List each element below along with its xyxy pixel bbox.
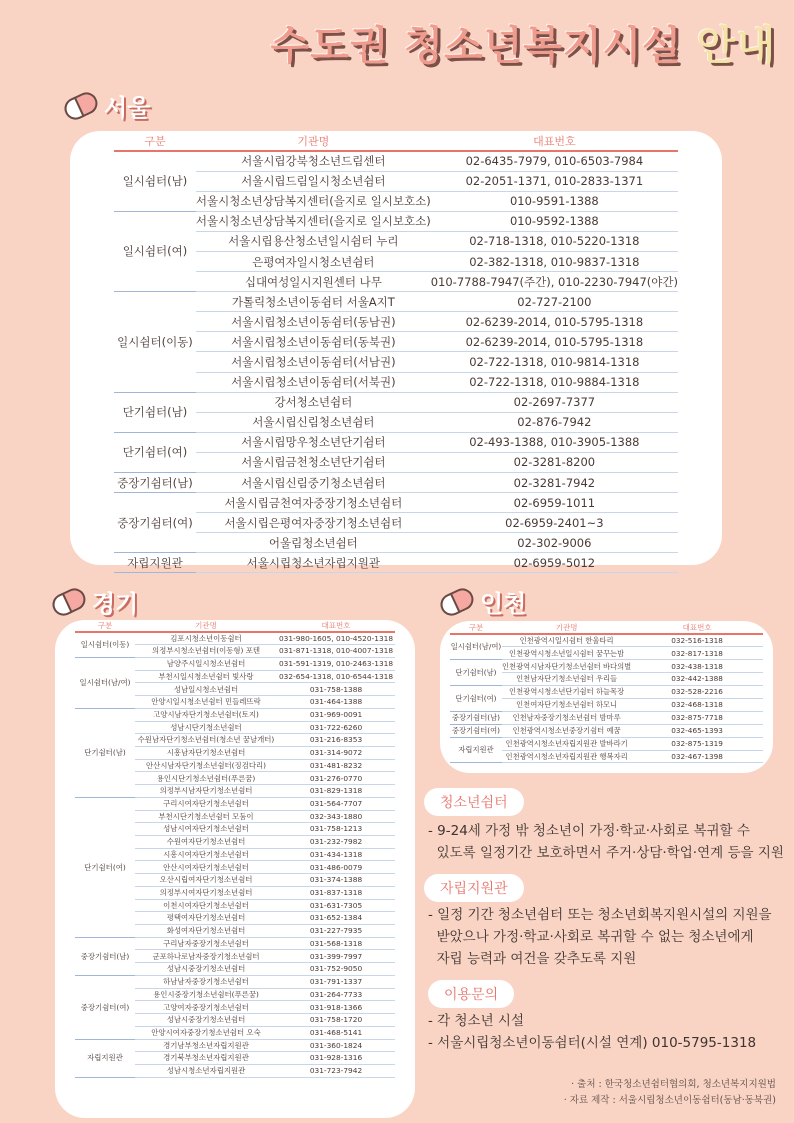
phone-cell: 031-464-1388 (277, 696, 395, 709)
facility-name-cell: 인천광역시청소년중장기쉼터 예꿈 (502, 724, 631, 737)
phone-cell: 02-727-2100 (431, 292, 678, 312)
phone-cell: 032-343-1880 (277, 810, 395, 823)
facility-name-cell: 인천여자단기청소년쉼터 하모니 (502, 698, 631, 711)
facility-name-cell: 구리남자중장기청소년쉼터 (135, 937, 277, 950)
table-row (75, 937, 395, 950)
facility-name-cell: 군포하나로남자중장기청소년쉼터 (135, 950, 277, 963)
independence-line: - 일정 기간 청소년쉼터 또는 청소년회복지원시설의 지원을 (428, 907, 772, 923)
facility-name-cell: 구리시여자단기청소년쉼터 (135, 797, 277, 810)
inquiry-line: - 각 청소년 시설 (428, 1013, 524, 1029)
phone-cell: 010-7788-7947(주간), 010-2230-7947(야간) (431, 272, 678, 292)
shelter-line: 있도록 일정기간 보호하면서 주거·상담·학업·연계 등을 지원 (428, 845, 784, 861)
facility-name-cell: 은평여자일시청소년쉼터 (196, 251, 431, 271)
phone-cell: 031-918-1366 (277, 1001, 395, 1014)
facility-name-cell: 오산시립여자단기청소년쉼터 (135, 874, 277, 887)
phone-cell: 032-654-1318, 010-6544-1318 (277, 670, 395, 683)
facility-name-cell: 서울시립망우청소년단기쉼터 (196, 432, 431, 452)
source-line: · 출처 : 한국청소년쉼터협의회, 청소년복지지원법 (571, 1079, 776, 1090)
facility-name-cell: 이천시여자단기청소년쉼터 (135, 899, 277, 912)
table-row (114, 412, 678, 432)
facility-name-cell: 성남시청소년자립지원관 (135, 1064, 277, 1077)
facility-name-cell: 부천시일시청소년쉼터 빛사랑 (135, 670, 277, 683)
phone-cell: 02-6435-7979, 010-6503-7984 (431, 151, 678, 171)
table-row (114, 251, 678, 271)
facility-name-cell: 부천시단기청소년쉼터 모둠이 (135, 810, 277, 823)
facility-name-cell: 수원남자단기청소년쉼터(청소년 꿈날개터) (135, 734, 277, 747)
facility-name-cell: 남양주시일시청소년쉼터 (135, 657, 277, 670)
seoul-table (114, 131, 678, 573)
facility-name-cell: 하남남자중장기청소년쉼터 (135, 975, 277, 988)
phone-cell: 02-876-7942 (431, 412, 678, 432)
table-row (75, 632, 395, 645)
phone-cell: 02-3281-8200 (431, 452, 678, 472)
facility-name-cell: 서울시립용산청소년일시쉼터 누리 (196, 231, 431, 251)
seoul-heading (64, 88, 150, 123)
facility-name-cell: 성남시중장기청소년쉼터 (135, 1014, 277, 1027)
facility-name-cell: 인천남자중장기청소년쉼터 밤마루 (502, 711, 631, 724)
column-header: 대표번호 (277, 620, 395, 632)
facility-name-cell: 시흥남자단기청소년쉼터 (135, 746, 277, 759)
category-cell: 일시쉼터(남/여) (450, 634, 502, 660)
facility-name-cell: 서울시립금천청소년단기쉼터 (196, 452, 431, 472)
phone-cell: 02-382-1318, 010-9837-1318 (431, 251, 678, 271)
phone-cell: 031-314-9072 (277, 746, 395, 759)
inquiry-desc (428, 1010, 756, 1054)
facility-name-cell: 서울시립청소년이동쉼터(서남권) (196, 352, 431, 372)
category-cell: 단기쉼터(여) (114, 432, 196, 472)
table-row (114, 312, 678, 332)
eraser-icon (49, 584, 89, 618)
facility-name-cell: 서울시립은평여자중장기청소년쉼터 (196, 513, 431, 533)
facility-name-cell: 서울시립신림중기청소년쉼터 (196, 473, 431, 493)
seoul-card (70, 131, 722, 570)
table-row (114, 191, 678, 211)
phone-cell: 032-528-2216 (631, 686, 763, 699)
table-row (75, 708, 395, 721)
facility-name-cell: 서울시립신림청소년쉼터 (196, 412, 431, 432)
column-header: 대표번호 (631, 621, 763, 634)
independence-pill: 자립지원관 (424, 874, 524, 902)
phone-cell: 031-652-1384 (277, 912, 395, 925)
category-cell: 일시쉼터(남/여) (75, 657, 135, 708)
phone-cell: 031-791-1337 (277, 975, 395, 988)
table-row (450, 711, 763, 724)
phone-cell: 031-758-1720 (277, 1014, 395, 1027)
phone-cell: 031-837-1318 (277, 886, 395, 899)
category-cell: 단기쉼터(여) (450, 686, 502, 712)
facility-name-cell: 서울시립청소년이동쉼터(서북권) (196, 372, 431, 392)
table-row (75, 1039, 395, 1052)
title-highlight: 안내 (696, 23, 776, 69)
category-cell: 중장기쉼터(남) (450, 711, 502, 724)
phone-cell: 010-9592-1388 (431, 211, 678, 231)
table-row (450, 660, 763, 673)
table-row (114, 473, 678, 493)
facility-name-cell: 시흥시여자단기청소년쉼터 (135, 848, 277, 861)
phone-cell: 031-564-7707 (277, 797, 395, 810)
facility-name-cell: 안산시여자단기청소년쉼터 (135, 861, 277, 874)
table-row (75, 797, 395, 810)
table-row (114, 513, 678, 533)
phone-cell: 031-481-8232 (277, 759, 395, 772)
facility-name-cell: 인천남자단기청소년쉼터 우리들 (502, 673, 631, 686)
table-row (114, 272, 678, 292)
facility-name-cell: 고양시남자단기청소년쉼터(토지) (135, 708, 277, 721)
facility-name-cell: 성남시단기청소년쉼터 (135, 721, 277, 734)
phone-cell: 032-465-1393 (631, 724, 763, 737)
category-cell: 일시쉼터(남) (114, 151, 196, 211)
phone-cell: 031-399-7997 (277, 950, 395, 963)
phone-cell: 031-468-5141 (277, 1026, 395, 1039)
phone-cell: 02-493-1388, 010-3905-1388 (431, 432, 678, 452)
facility-name-cell: 경기남부청소년자립지원관 (135, 1039, 277, 1052)
facility-name-cell: 의정부시남자단기청소년쉼터 (135, 785, 277, 798)
facility-name-cell: 서울시청소년상담복지센터(을지로 일시보호소) (196, 191, 431, 211)
eraser-icon (437, 584, 477, 618)
phone-cell: 02-6239-2014, 010-5795-1318 (431, 332, 678, 352)
shelter-desc (428, 820, 784, 864)
column-header: 대표번호 (431, 131, 678, 151)
table-row (450, 634, 763, 647)
independence-line: 받았으나 가정·학교·사회로 복귀할 수 없는 청소년에게 (428, 929, 754, 945)
phone-cell: 031-980-1605, 010-4520-1318 (278, 633, 394, 643)
table-row (114, 553, 678, 573)
gyeonggi-heading (52, 584, 138, 619)
phone-cell: 031-486-0079 (277, 861, 395, 874)
eraser-icon (61, 88, 101, 122)
table-row (114, 432, 678, 452)
table-row (450, 724, 763, 737)
phone-cell: 031-264-7733 (277, 988, 395, 1001)
table-row (450, 686, 763, 699)
facility-name-cell: 가톨릭청소년이동쉼터 서울A지T (196, 292, 431, 312)
independence-line: 자립 능력과 여건을 갖추도록 지원 (428, 951, 637, 967)
facility-name-cell: 성남시여자단기청소년쉼터 (135, 823, 277, 836)
phone-cell: 010-9591-1388 (431, 191, 678, 211)
phone-cell: 031-969-0091 (277, 708, 395, 721)
phone-cell: 031-434-1318 (277, 848, 395, 861)
facility-name-cell: 수원여자단기청소년쉼터 (135, 836, 277, 849)
facility-name-cell: 인천광역시청소년자립지원관 발바라기 (502, 737, 631, 750)
phone-cell: 031-360-1824 (277, 1039, 395, 1052)
facility-name-cell: 경기북부청소년자립지원관 (135, 1052, 277, 1065)
facility-name-cell: 용인시단기청소년쉼터(푸른꿈) (135, 772, 277, 785)
inquiry-line: - 서울시립청소년이동쉼터(시설 연계) 010-5795-1318 (428, 1035, 757, 1051)
phone-cell: 02-302-9006 (431, 533, 678, 553)
category-cell: 자립지원관 (75, 1039, 135, 1077)
category-cell: 중장기쉼터(남) (75, 937, 135, 975)
phone-cell: 032-438-1318 (631, 660, 763, 673)
column-header: 구분 (114, 131, 196, 151)
table-row (114, 332, 678, 352)
phone-cell: 032-875-1319 (631, 737, 763, 750)
phone-cell: 032-875-7718 (631, 711, 763, 724)
facility-name-cell: 서울시립청소년이동쉼터(동북권) (196, 332, 431, 352)
incheon-label: 인천 (480, 590, 527, 618)
facility-name-cell: 의정부시청소년쉼터(이동형) 포텐 (135, 645, 277, 658)
facility-name-cell: 안양시일시청소년쉼터 민들레뜨락 (135, 696, 277, 709)
facility-name-cell: 어울림청소년쉼터 (196, 533, 431, 553)
facility-name-cell: 성남일시청소년쉼터 (135, 683, 277, 696)
facility-name-cell: 화성여자단기청소년쉼터 (135, 925, 277, 938)
facility-name-cell: 의정부시여자단기청소년쉼터 (135, 886, 277, 899)
table-row (114, 292, 678, 312)
category-cell: 일시쉼터(여) (114, 211, 196, 291)
phone-cell: 02-722-1318, 010-9814-1318 (431, 352, 678, 372)
phone-cell: 031-216-8353 (277, 734, 395, 747)
facility-name-cell: 십대여성일시지원센터 나무 (196, 272, 431, 292)
page-title (270, 14, 776, 71)
gyeonggi-label: 경기 (92, 590, 139, 618)
phone-cell: 02-722-1318, 010-9884-1318 (431, 372, 678, 392)
table-row (114, 231, 678, 251)
shelter-line: - 9-24세 가정 밖 청소년이 가정·학교·사회로 복귀할 수 (428, 823, 750, 839)
facility-name-cell: 인천광역시남자단기청소년쉼터 바다의별 (502, 660, 631, 673)
facility-name-cell: 인천광역시청소년일시쉼터 꿈꾸는밤 (502, 647, 631, 660)
category-cell: 자립지원관 (114, 553, 196, 573)
incheon-table (450, 621, 763, 763)
phone-cell: 032-817-1318 (631, 647, 763, 660)
phone-cell: 02-2697-7377 (431, 392, 678, 412)
category-cell: 단기쉼터(남) (114, 392, 196, 432)
table-row (114, 372, 678, 392)
category-cell: 자립지원관 (450, 737, 502, 763)
table-row (114, 352, 678, 372)
facility-name-cell: 강서청소년쉼터 (196, 392, 431, 412)
table-row (114, 151, 678, 171)
column-header: 기관명 (196, 131, 431, 151)
facility-name-cell: 성남시중장기청소년쉼터 (135, 963, 277, 976)
facility-name-cell: 용인시중장기청소년쉼터(푸른꿈) (135, 988, 277, 1001)
category-cell: 단기쉼터(남) (450, 660, 502, 686)
phone-cell: 02-6959-1011 (431, 493, 678, 513)
facility-name-cell: 안산시남자단기청소년쉼터(징검다리) (135, 759, 277, 772)
phone-cell: 031-758-1388 (277, 683, 395, 696)
phone-cell: 031-871-1318, 010-4007-1318 (277, 645, 395, 658)
category-cell: 중장기쉼터(여) (450, 724, 502, 737)
seoul-label: 서울 (104, 94, 151, 122)
facility-name-cell: 고양여자중장기청소년쉼터 (135, 1001, 277, 1014)
table-row (114, 171, 678, 191)
phone-cell: 02-6959-5012 (431, 553, 678, 573)
phone-cell: 02-718-1318, 010-5220-1318 (431, 231, 678, 251)
phone-cell: 032-467-1398 (631, 750, 763, 763)
facility-name-cell: 인천광역시일시쉼터 한울타리 (502, 634, 631, 647)
table-row (114, 392, 678, 412)
independence-desc (428, 904, 772, 970)
table-row (114, 452, 678, 472)
phone-cell: 02-6959-2401~3 (431, 513, 678, 533)
incheon-card (440, 621, 773, 773)
category-cell: 단기쉼터(남) (75, 708, 135, 797)
incheon-heading (440, 584, 526, 619)
phone-cell: 02-3281-7942 (431, 473, 678, 493)
table-row (450, 737, 763, 750)
title-main: 수도권 청소년복지시설 (270, 23, 682, 69)
table-row (114, 533, 678, 553)
credit-line: · 자료 제작 : 서울시립청소년이동쉼터(동남·동북권) (563, 1095, 776, 1106)
phone-cell: 031-568-1318 (277, 937, 395, 950)
facility-name-cell: 인천광역시청소년단기쉼터 하늘목장 (502, 686, 631, 699)
facility-name-cell: 인천광역시청소년자립지원관 행복자리 (502, 750, 631, 763)
category-cell: 일시쉼터(이동) (75, 632, 135, 657)
phone-cell: 031-374-1388 (277, 874, 395, 887)
facility-name-cell: 서울시립금천여자중장기청소년쉼터 (196, 493, 431, 513)
facility-name-cell: 서울시립드림일시청소년쉼터 (196, 171, 431, 191)
phone-cell: 031-227-7935 (277, 925, 395, 938)
inquiry-pill: 이용문의 (428, 980, 514, 1008)
table-row (114, 493, 678, 513)
phone-cell: 031-829-1318 (277, 785, 395, 798)
facility-name-cell: 서울시립청소년자립지원관 (196, 553, 431, 573)
phone-cell: 031-276-0770 (277, 772, 395, 785)
phone-cell: 031-232-7982 (277, 836, 395, 849)
phone-cell: 02-2051-1371, 010-2833-1371 (431, 171, 678, 191)
table-row (114, 211, 678, 231)
gyeonggi-table (75, 620, 395, 1078)
table-row (75, 657, 395, 670)
category-cell: 일시쉼터(이동) (114, 292, 196, 392)
category-cell: 중장기쉼터(여) (114, 493, 196, 553)
column-header: 구분 (75, 620, 135, 632)
phone-cell: 031-591-1319, 010-2463-1318 (277, 657, 395, 670)
phone-cell: 031-928-1316 (277, 1052, 395, 1065)
phone-cell: 032-442-1388 (631, 673, 763, 686)
phone-cell: 031-723-7942 (277, 1064, 395, 1077)
category-cell: 중장기쉼터(여) (75, 975, 135, 1039)
gyeonggi-card (55, 620, 415, 1118)
shelter-pill: 청소년쉼터 (424, 788, 524, 816)
table-row (75, 975, 395, 988)
facility-name-cell: 서울시립청소년이동쉼터(동남권) (196, 312, 431, 332)
phone-cell: 031-758-1213 (277, 823, 395, 836)
facility-name-cell: 평택여자단기청소년쉼터 (135, 912, 277, 925)
facility-name-cell: 서울시청소년상담복지센터(을지로 일시보호소) (196, 211, 431, 231)
category-cell: 중장기쉼터(남) (114, 473, 196, 493)
phone-cell: 031-752-9050 (277, 963, 395, 976)
column-header: 기관명 (502, 621, 631, 634)
phone-cell: 02-6239-2014, 010-5795-1318 (431, 312, 678, 332)
column-header: 기관명 (135, 620, 277, 632)
facility-name-cell: 김포시청소년이동쉼터 (135, 632, 277, 645)
phone-cell: 031-722-6260 (277, 721, 395, 734)
column-header: 구분 (450, 621, 502, 634)
category-cell: 단기쉼터(여) (75, 797, 135, 937)
phone-cell: 032-468-1318 (631, 698, 763, 711)
facility-name-cell: 안양시여자중장기청소년쉼터 오숙 (135, 1026, 277, 1039)
phone-cell: 031-631-7305 (277, 899, 395, 912)
phone-cell: 032-516-1318 (631, 634, 763, 647)
facility-name-cell: 서울시립강북청소년드림센터 (196, 151, 431, 171)
